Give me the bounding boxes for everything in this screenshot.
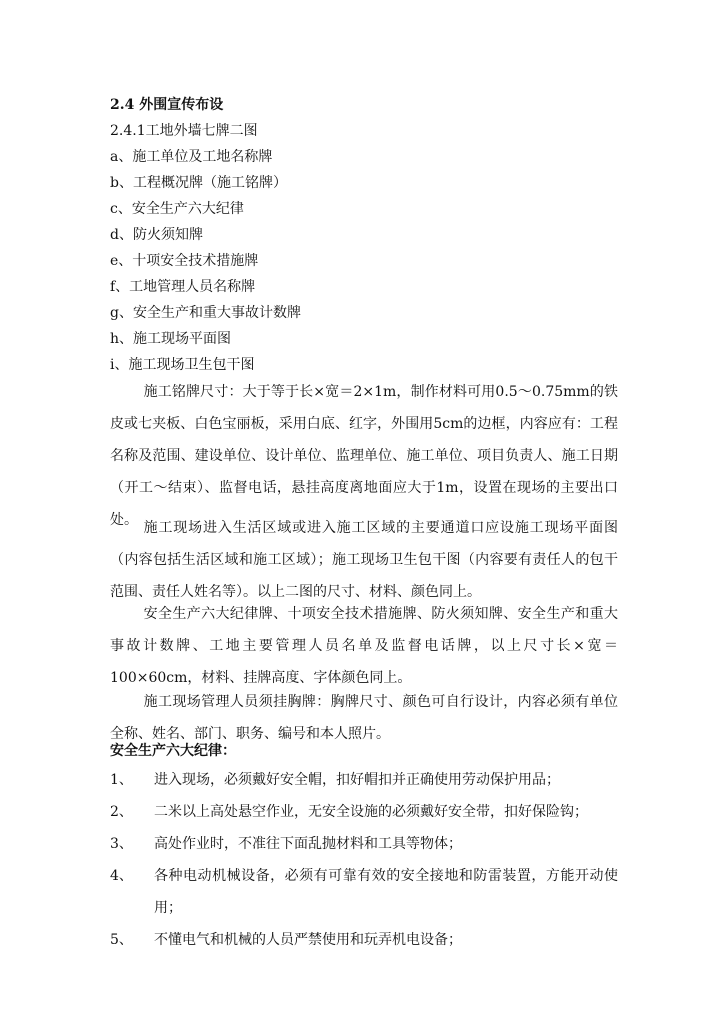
discipline-item <box>110 828 618 860</box>
discipline-item <box>110 764 618 796</box>
paragraph-badge: 施工现场管理人员须挂胸牌：胸牌尺寸、颜色可自行设计，内容必须有单位全称、姓名、部门、职务、编号和本人照片。 <box>110 694 618 742</box>
sign-list-item: a、施工单位及工地名称牌 <box>110 149 273 165</box>
discipline-item <box>110 796 618 828</box>
discipline-item <box>110 860 618 924</box>
discipline-title: 安全生产六大纪律： <box>110 743 236 759</box>
sign-list-item: g、安全生产和重大事故计数牌 <box>110 305 301 321</box>
sign-list-item: b、工程概况牌（施工铭牌） <box>110 175 287 191</box>
subsection-heading: 2.4.1工地外墙七牌二图 <box>110 123 258 139</box>
discipline-item-number: 5、 <box>110 932 133 948</box>
paragraph-nameplate: 施工铭牌尺寸：大于等于长×宽＝2×1m，制作材料可用0.5～0.75mm的铁皮或七夹板、白色宝丽板，采用白底、红字，外围用5cm的边框，内容应有：工程名称及范围、建设单位、设计单位、监理单位、施工单位、项目负责人、施工日期（开工～结束）、监督电话，悬挂高度离地面应大于1m，设置在现场的主要出口处。 <box>110 384 618 528</box>
sign-list-item: f、工地管理人员名称牌 <box>110 279 256 295</box>
discipline-item-number: 2、 <box>110 804 133 820</box>
discipline-item-text: 各种电动机械设备，必须有可靠有效的安全接地和防雷装置，方能开动使用； <box>154 868 618 916</box>
sign-list-item: i、施工现场卫生包干图 <box>110 357 255 373</box>
discipline-item-number: 3、 <box>110 836 133 852</box>
discipline-item-number: 4、 <box>110 868 133 884</box>
section-heading: 2.4 外围宣传布设 <box>110 97 224 113</box>
discipline-item-text: 二米以上高处悬空作业，无安全设施的必须戴好安全带，扣好保险钩； <box>154 804 588 820</box>
discipline-item <box>110 924 618 956</box>
discipline-item-number: 1、 <box>110 772 133 788</box>
sign-list-item: h、施工现场平面图 <box>110 331 232 347</box>
discipline-item-text: 进入现场，必须戴好安全帽，扣好帽扣并正确使用劳动保护用品； <box>154 772 560 788</box>
paragraph-sign-sizes: 安全生产六大纪律牌、十项安全技术措施牌、防火须知牌、安全生产和重大事故计数牌、工地主要管理人员名单及监督电话牌，以上尺寸长×宽＝100×60cm，材料、挂牌高度、字体颜色同上。 <box>110 606 618 686</box>
sign-list-item: c、安全生产六大纪律 <box>110 201 244 217</box>
sign-list-item: e、十项安全技术措施牌 <box>110 253 259 269</box>
paragraph-site-plan: 施工现场进入生活区域或进入施工区域的主要通道口应设施工现场平面图（内容包括生活区域和施工区域）；施工现场卫生包干图（内容要有责任人的包干范围、责任人姓名等）。以上二图的尺寸、材料、颜色同上。 <box>110 520 618 600</box>
discipline-item-text: 不懂电气和机械的人员严禁使用和玩弄机电设备； <box>154 932 462 948</box>
sign-list-item: d、防火须知牌 <box>110 227 203 243</box>
discipline-item-text: 高处作业时，不准往下面乱抛材料和工具等物体； <box>154 836 462 852</box>
